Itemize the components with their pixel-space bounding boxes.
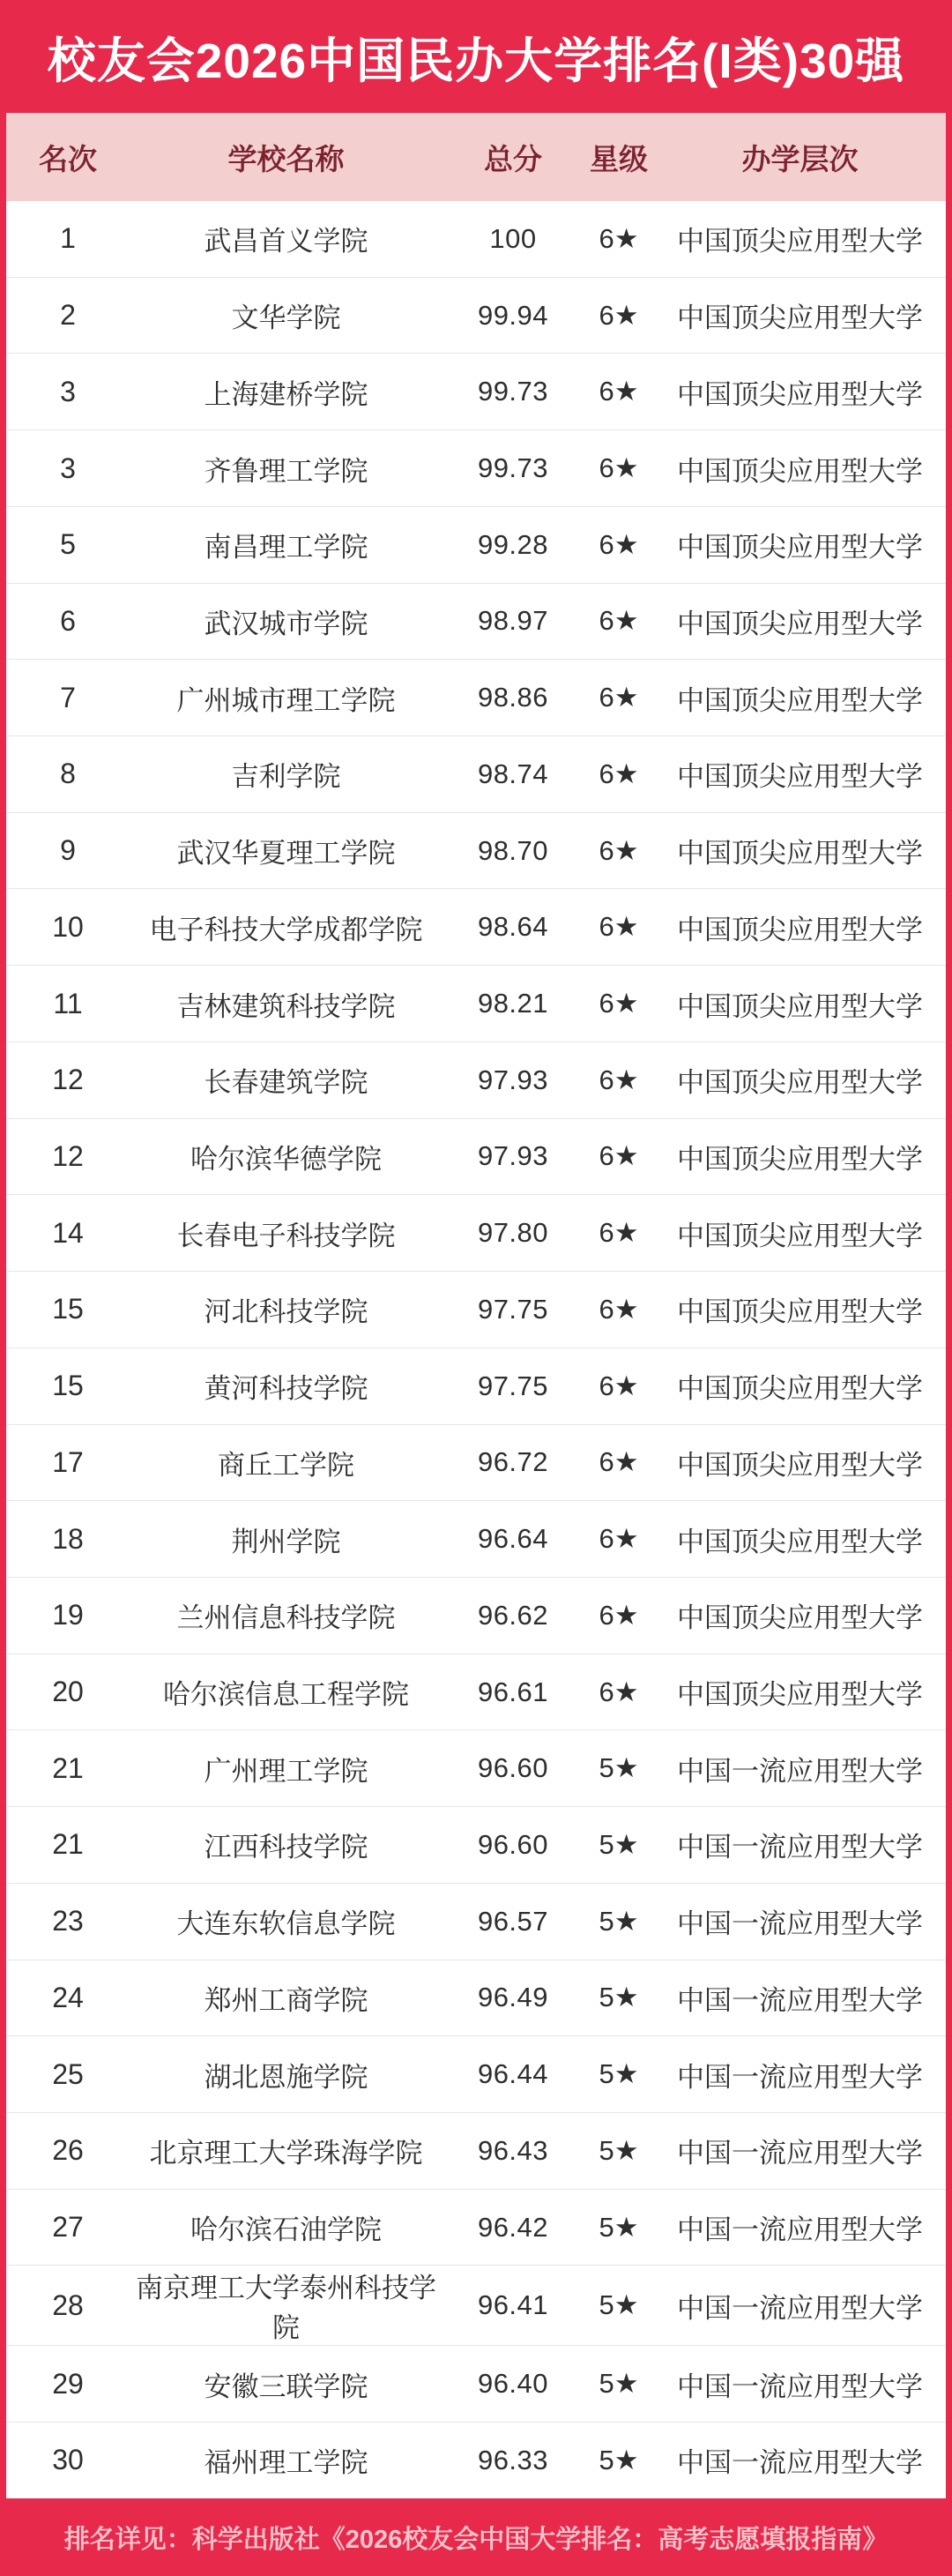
table-row [6,1500,946,1577]
score-cell: 96.33 [477,2444,549,2475]
score-cell: 96.43 [477,2134,549,2166]
rank-cell: 18 [52,1522,84,1555]
star-rating-cell: 5★ [599,2211,639,2243]
rank-cell: 2 [60,299,76,332]
star-rating-cell: 5★ [599,2368,639,2400]
table-row [6,1806,946,1883]
level-cell: 中国一流应用型大学 [677,2371,923,2402]
table-row [6,583,946,660]
level-cell: 中国顶尖应用型大学 [677,761,923,793]
school-name-cell: 哈尔滨信息工程学院 [163,1679,409,1711]
school-name-cell: 长春电子科技学院 [176,1220,396,1251]
score-cell: 98.86 [477,682,549,713]
title-band [0,0,952,113]
school-name-cell: 武汉华夏理工学院 [176,838,396,870]
rank-cell: 15 [52,1293,84,1325]
table-row [6,888,946,965]
table-row [6,965,946,1042]
star-rating-cell: 6★ [599,222,639,254]
table-row [6,2345,946,2422]
level-cell: 中国一流应用型大学 [677,2061,923,2093]
school-name-cell: 长春建筑学院 [204,1067,368,1099]
level-cell: 中国顶尖应用型大学 [677,608,923,639]
level-cell: 中国顶尖应用型大学 [677,1143,923,1175]
star-rating-cell: 5★ [599,1828,639,1860]
school-name-cell: 上海建桥学院 [204,378,368,410]
score-cell: 97.75 [477,1293,549,1325]
star-rating-cell: 6★ [599,1140,639,1172]
table-row [6,353,946,429]
star-rating-cell: 5★ [599,2058,639,2090]
table-row [6,1424,946,1501]
star-rating-cell: 6★ [599,988,639,1019]
school-name-cell: 兰州信息科技学院 [176,1602,396,1634]
score-cell: 96.60 [477,1752,549,1784]
page-title: 校友会2026中国民办大学排名(I类)30强 [47,33,905,88]
table-row [6,2112,946,2189]
rank-cell: 3 [60,375,76,407]
score-cell: 96.62 [477,1599,549,1631]
table-row [6,1118,946,1195]
star-rating-cell: 6★ [599,1523,639,1555]
table-row [6,1194,946,1271]
star-rating-cell: 6★ [599,528,639,560]
level-cell: 中国顶尖应用型大学 [677,1220,923,1251]
column-header-name: 学校名称 [227,142,345,175]
table-row [6,659,946,735]
star-rating-cell: 5★ [599,2444,639,2475]
table-row [6,277,946,354]
score-cell: 96.72 [477,1446,549,1478]
table-row [6,1577,946,1654]
table-row [6,735,946,812]
level-cell: 中国顶尖应用型大学 [677,1373,923,1405]
star-rating-cell: 5★ [599,2134,639,2166]
rank-cell: 29 [52,2367,84,2400]
school-name-cell: 商丘工学院 [218,1449,354,1481]
level-cell: 中国顶尖应用型大学 [677,302,923,334]
school-name-cell: 黄河科技学院 [204,1373,368,1405]
rank-cell: 15 [52,1370,84,1402]
school-name-cell: 武汉城市学院 [204,608,368,639]
rank-cell: 10 [52,910,84,943]
table-row [6,1271,946,1348]
rank-cell: 20 [52,1676,84,1708]
footer-note: 排名详见：科学出版社《2026校友会中国大学排名：高考志愿填报指南》 [63,2525,889,2554]
level-cell: 中国顶尖应用型大学 [677,838,923,870]
rank-cell: 17 [52,1445,84,1478]
star-rating-cell: 6★ [599,682,639,713]
column-header-rank: 名次 [39,142,97,175]
school-name-cell: 广州理工学院 [204,1755,368,1787]
star-rating-cell: 5★ [599,1752,639,1784]
rank-cell: 27 [52,2211,84,2244]
table-row [6,812,946,889]
school-name-cell: 吉林建筑科技学院 [176,990,396,1022]
star-rating-cell: 6★ [599,834,639,866]
school-name-cell: 南京理工大学泰州科技学院 [136,2273,436,2344]
school-name-cell: 安徽三联学院 [204,2371,368,2402]
level-cell: 中国顶尖应用型大学 [677,1679,923,1711]
level-cell: 中国顶尖应用型大学 [677,532,923,564]
rank-cell: 21 [52,1828,84,1861]
school-name-cell: 文华学院 [231,302,341,334]
table-row [6,2422,946,2498]
star-rating-cell: 6★ [599,1293,639,1325]
rank-cell: 24 [52,1981,84,2013]
score-cell: 96.61 [477,1676,549,1707]
school-name-cell: 河北科技学院 [204,1296,368,1328]
score-cell: 98.97 [477,605,549,637]
star-rating-cell: 6★ [599,376,639,407]
score-cell: 97.75 [477,1370,549,1401]
column-header-score: 总分 [484,142,542,175]
rank-cell: 28 [52,2289,84,2321]
table-row [6,2265,946,2345]
footer-band [0,2498,952,2576]
score-cell: 99.73 [477,376,549,407]
table-row [6,2035,946,2112]
school-name-cell: 湖北恩施学院 [204,2061,368,2093]
star-rating-cell: 5★ [599,1982,639,2013]
star-rating-cell: 6★ [599,758,639,789]
school-name-cell: 福州理工学院 [204,2447,368,2479]
ranking-table [6,113,946,2498]
score-cell: 96.49 [477,1982,549,2013]
rank-cell: 11 [53,987,83,1019]
school-name-cell: 北京理工大学珠海学院 [149,2138,423,2169]
score-cell: 96.64 [477,1523,549,1555]
rank-cell: 26 [52,2134,84,2167]
table-row [6,1729,946,1806]
star-rating-cell: 5★ [599,1905,639,1937]
star-rating-cell: 6★ [599,1446,639,1478]
score-cell: 96.41 [477,2289,549,2321]
star-rating-cell: 6★ [599,1370,639,1401]
score-cell: 100 [489,222,537,254]
level-cell: 中国一流应用型大学 [677,2447,923,2479]
level-cell: 中国一流应用型大学 [677,1755,923,1787]
score-cell: 96.42 [477,2211,549,2243]
level-cell: 中国一流应用型大学 [677,1984,923,2016]
school-name-cell: 江西科技学院 [204,1832,368,1863]
table-row [6,1348,946,1424]
level-cell: 中国一流应用型大学 [677,1832,923,1863]
rank-cell: 30 [52,2444,84,2476]
star-rating-cell: 5★ [599,2289,639,2321]
rank-cell: 25 [52,2057,84,2090]
school-name-cell: 武昌首义学院 [204,226,368,258]
level-cell: 中国一流应用型大学 [677,2214,923,2246]
rank-cell: 21 [52,1751,84,1784]
rank-cell: 19 [52,1599,84,1631]
level-cell: 中国顶尖应用型大学 [677,914,923,945]
table-row [6,1883,946,1960]
score-cell: 99.73 [477,452,549,484]
rank-cell: 3 [60,452,76,484]
rank-cell: 12 [52,1064,84,1096]
school-name-cell: 哈尔滨华德学院 [190,1143,382,1175]
star-rating-cell: 6★ [599,1676,639,1707]
rank-cell: 9 [60,834,76,867]
score-cell: 97.80 [477,1217,549,1249]
score-cell: 98.70 [477,834,549,866]
score-cell: 96.60 [477,1828,549,1860]
level-cell: 中国顶尖应用型大学 [677,1067,923,1099]
school-name-cell: 电子科技大学成都学院 [149,914,423,945]
star-rating-cell: 6★ [599,1064,639,1095]
table-row [6,1960,946,2036]
star-rating-cell: 6★ [599,299,639,331]
table-row [6,201,946,277]
level-cell: 中国顶尖应用型大学 [677,1449,923,1481]
column-header-level: 办学层次 [741,142,859,175]
score-cell: 99.94 [477,299,549,331]
table-row [6,506,946,583]
school-name-cell: 大连东软信息学院 [176,1908,396,1940]
level-cell: 中国顶尖应用型大学 [677,684,923,716]
level-cell: 中国一流应用型大学 [677,2138,923,2169]
level-cell: 中国一流应用型大学 [677,2292,923,2324]
score-cell: 96.57 [477,1905,549,1937]
score-cell: 96.44 [477,2058,549,2090]
score-cell: 97.93 [477,1140,549,1172]
rank-cell: 7 [60,681,76,713]
score-cell: 97.93 [477,1064,549,1095]
table-body [6,201,946,2498]
score-cell: 96.40 [477,2368,549,2400]
level-cell: 中国顶尖应用型大学 [677,1602,923,1634]
star-rating-cell: 6★ [599,911,639,943]
star-rating-cell: 6★ [599,605,639,637]
school-name-cell: 荆州学院 [231,1526,341,1557]
table-row [6,2189,946,2266]
column-header-star: 星级 [590,142,648,175]
score-cell: 98.21 [477,988,549,1019]
school-name-cell: 广州城市理工学院 [176,684,396,716]
school-name-cell: 齐鲁理工学院 [204,455,368,487]
level-cell: 中国顶尖应用型大学 [677,378,923,410]
level-cell: 中国顶尖应用型大学 [677,1526,923,1557]
star-rating-cell: 6★ [599,452,639,484]
rank-cell: 23 [52,1905,84,1938]
table-row [6,429,946,506]
table-row [6,1042,946,1118]
rank-cell: 5 [60,528,76,561]
level-cell: 中国顶尖应用型大学 [677,455,923,487]
table-header-row [6,113,946,201]
school-name-cell: 南昌理工学院 [204,532,368,564]
rank-cell: 6 [60,604,76,637]
level-cell: 中国顶尖应用型大学 [677,226,923,258]
star-rating-cell: 6★ [599,1599,639,1631]
school-name-cell: 哈尔滨石油学院 [190,2214,382,2246]
level-cell: 中国顶尖应用型大学 [677,990,923,1022]
rank-cell: 14 [52,1216,84,1249]
score-cell: 98.64 [477,911,549,943]
level-cell: 中国顶尖应用型大学 [677,1296,923,1328]
rank-cell: 1 [60,222,76,255]
school-name-cell: 郑州工商学院 [204,1984,368,2016]
level-cell: 中国一流应用型大学 [677,1908,923,1940]
rank-cell: 8 [60,758,76,790]
score-cell: 99.28 [477,528,549,560]
table-row [6,1654,946,1730]
rank-cell: 12 [52,1139,84,1172]
school-name-cell: 吉利学院 [231,761,341,793]
score-cell: 98.74 [477,758,549,789]
star-rating-cell: 6★ [599,1217,639,1249]
